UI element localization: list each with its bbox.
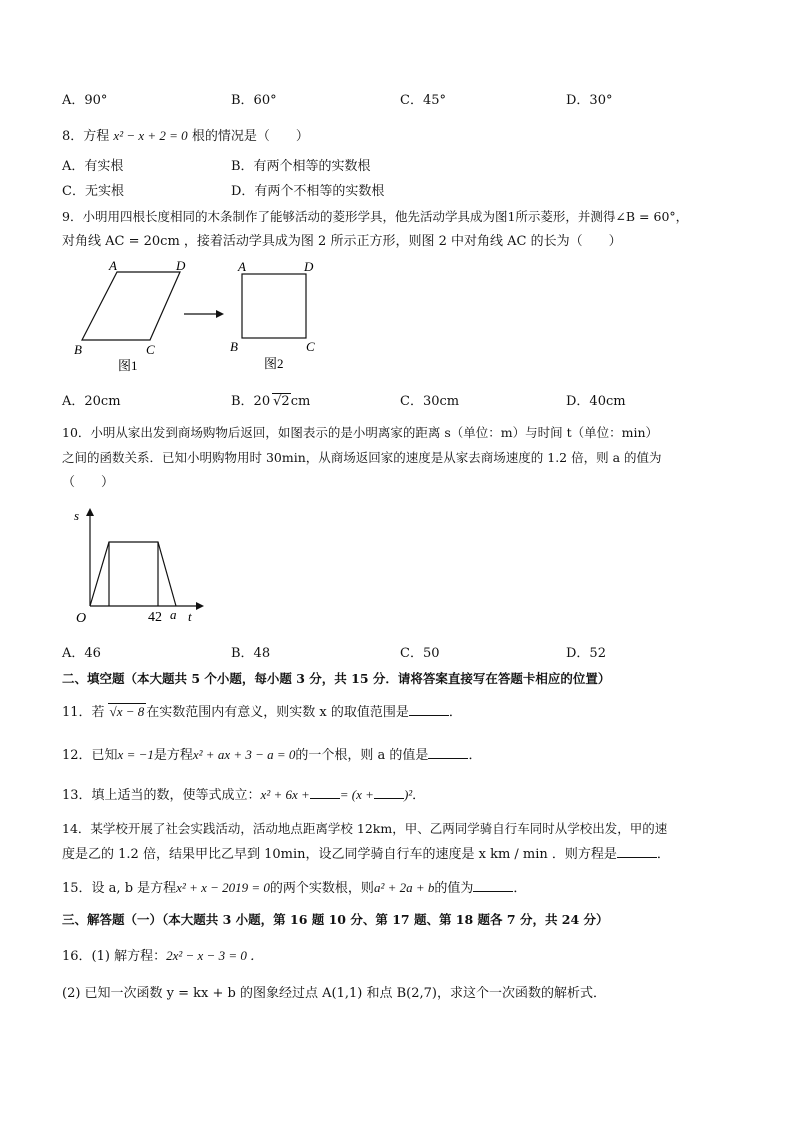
q11-answer-blank[interactable] <box>409 703 449 716</box>
q15-stem <box>62 879 526 898</box>
fig2-label-c: C <box>306 339 315 354</box>
q16-part1 <box>62 947 263 966</box>
section-3-heading: 三、解答题（一）（本大题共 3 小题，第 16 题 10 分、第 17 题、第 18 题各 7 分，共 24 分） <box>62 912 609 927</box>
q7-option-d: D．30° <box>566 93 613 108</box>
q13-left: x² + 6x + <box>260 787 310 802</box>
q8-option-d: D．有两个不相等的实数根 <box>231 184 385 199</box>
q8-prefix: 8．方程 <box>62 129 110 144</box>
q7-option-c: C．45° <box>400 93 446 108</box>
q10-option-a: A．46 <box>62 646 101 661</box>
q12-answer-blank[interactable] <box>428 746 468 759</box>
q13-stem <box>62 786 425 805</box>
section-2-heading: 二、填空题（本大题共 5 个小题，每小题 3 分，共 15 分．请将答案直接写在答题卡相应的位置） <box>62 671 611 686</box>
q8-equation: x² − x + 2 = 0 <box>113 128 188 143</box>
q10-option-c: C．50 <box>400 646 440 661</box>
q9-option-d: D．40cm <box>566 394 626 409</box>
q11-radicand: x − 8 <box>116 704 145 719</box>
q11-end: ． <box>448 705 462 720</box>
q15-equation: x² + x − 2019 = 0 <box>176 880 270 895</box>
q13-equals: = (x + <box>339 787 374 802</box>
q14-stem-line1: 14．某学校开展了社会实践活动，活动地点距离学校 12km，甲、乙两同学骑自行车同时从学校出发，甲的速 <box>62 821 668 836</box>
q8-stem <box>62 127 309 146</box>
q13-right: )² <box>403 787 413 802</box>
fig1-caption: 图1 <box>118 358 138 373</box>
fig1-label-c: C <box>146 342 155 357</box>
q9-option-b-prefix: B．20 <box>231 394 271 409</box>
q7-option-a: A．90° <box>62 93 108 108</box>
fig1-label-b: B <box>74 342 82 357</box>
q14-answer-blank[interactable] <box>617 845 657 858</box>
q16-part1-equation: 2x² − x − 3 = 0 ． <box>166 948 264 963</box>
q15-suffix: 的值为 <box>434 881 474 896</box>
q9-option-b <box>231 393 310 411</box>
q15-answer-blank[interactable] <box>473 879 513 892</box>
origin-label: O <box>76 611 87 626</box>
q7-option-b: B．60° <box>231 93 277 108</box>
q13-blank-2[interactable] <box>374 786 404 799</box>
square-shape <box>242 274 306 338</box>
q14-stem-line2 <box>62 845 670 864</box>
q8-option-a: A．有实根 <box>62 159 124 174</box>
q12-stem <box>62 746 481 765</box>
q12-end: ． <box>468 748 482 763</box>
q15-prefix: 15．设 a, b 是方程 <box>62 881 177 896</box>
q10-option-b: B．48 <box>231 646 271 661</box>
q9-option-c: C．30cm <box>400 394 460 409</box>
q10-graph <box>62 500 212 630</box>
q11-radical: √x − 8 <box>109 704 145 719</box>
tick-label-a: a <box>170 607 177 622</box>
rhombus-shape <box>82 272 180 340</box>
q9-stem-line2: 对角线 AC = 20cm ，接着活动学具成为图 2 所示正方形，则图 2 中对角线 AC 的长为（ ） <box>62 234 622 249</box>
q13-prefix: 13．填上适当的数，使等式成立： <box>62 788 261 803</box>
q9-option-b-radicand: 2 <box>281 394 290 409</box>
q16-part2: (2) 已知一次函数 y = kx + b 的图象经过点 A(1,1) 和点 B(2,7)，求这个一次函数的解析式． <box>62 986 606 1001</box>
q12-suffix: 的一个根，则 a 的值是 <box>295 748 429 763</box>
q11-prefix: 11．若 <box>62 705 105 720</box>
q12-x-value: x = −1 <box>117 747 154 762</box>
q14-line2-text: 度是乙的 1.2 倍，结果甲比乙早到 10min，设乙同学骑自行车的速度是 x km / min ．则方程是 <box>62 847 617 862</box>
fig1-label-a: A <box>109 258 117 273</box>
q9-stem-line1: 9．小明用四根长度相同的木条制作了能够活动的菱形学具，他先活动学具成为图1所示菱形，并测得∠B = 60°， <box>62 209 689 224</box>
tick-label-42: 42 <box>148 610 162 625</box>
q12-equation: x² + ax + 3 − a = 0 <box>192 747 296 762</box>
q9-option-b-radical: √2 <box>273 394 290 409</box>
q13-end: ． <box>412 788 426 803</box>
fig2-label-d: D <box>304 259 314 274</box>
q10-stem-line2: 之间的函数关系．已知小明购物用时 30min，从商场返回家的速度是从家去商场速度的 1.2 倍，则 a 的值为 <box>62 450 662 465</box>
q14-end: ． <box>656 847 670 862</box>
fig1-label-d: D <box>176 258 186 273</box>
q15-expression: a² + 2a + b <box>373 880 435 895</box>
q16-part1-prefix: 16．(1) 解方程： <box>62 949 167 964</box>
fig2-label-a: A <box>238 259 246 274</box>
q8-option-b: B．有两个相等的实数根 <box>231 159 371 174</box>
q9-option-b-unit: cm <box>290 394 311 409</box>
t-axis-arrow <box>196 602 204 610</box>
t-label: t <box>188 609 192 624</box>
fig2-label-b: B <box>230 339 238 354</box>
q13-blank-1[interactable] <box>310 786 340 799</box>
q15-mid: 的两个实数根，则 <box>269 881 374 896</box>
distance-line <box>90 542 176 606</box>
q8-option-c: C．无实根 <box>62 184 124 199</box>
q9-option-a: A．20cm <box>62 394 121 409</box>
q8-suffix: 根的情况是（ ） <box>191 129 309 144</box>
q15-end: ． <box>513 881 527 896</box>
s-axis-arrow <box>86 508 94 516</box>
arrow-head <box>216 310 224 318</box>
q10-stem-line3: （ ） <box>62 475 115 490</box>
fig2-caption: 图2 <box>264 356 284 371</box>
q9-figures <box>62 258 332 376</box>
q11-stem <box>62 703 462 722</box>
q12-prefix: 12．已知 <box>62 748 118 763</box>
s-label: s <box>74 508 80 523</box>
q11-suffix: 在实数范围内有意义，则实数 x 的取值范围是 <box>146 705 409 720</box>
q12-mid: 是方程 <box>153 748 193 763</box>
q10-option-d: D．52 <box>566 646 606 661</box>
q10-stem-line1: 10．小明从家出发到商场购物后返回，如图表示的是小明离家的距离 s（单位：m）与时间 t（单位：min） <box>62 425 659 440</box>
